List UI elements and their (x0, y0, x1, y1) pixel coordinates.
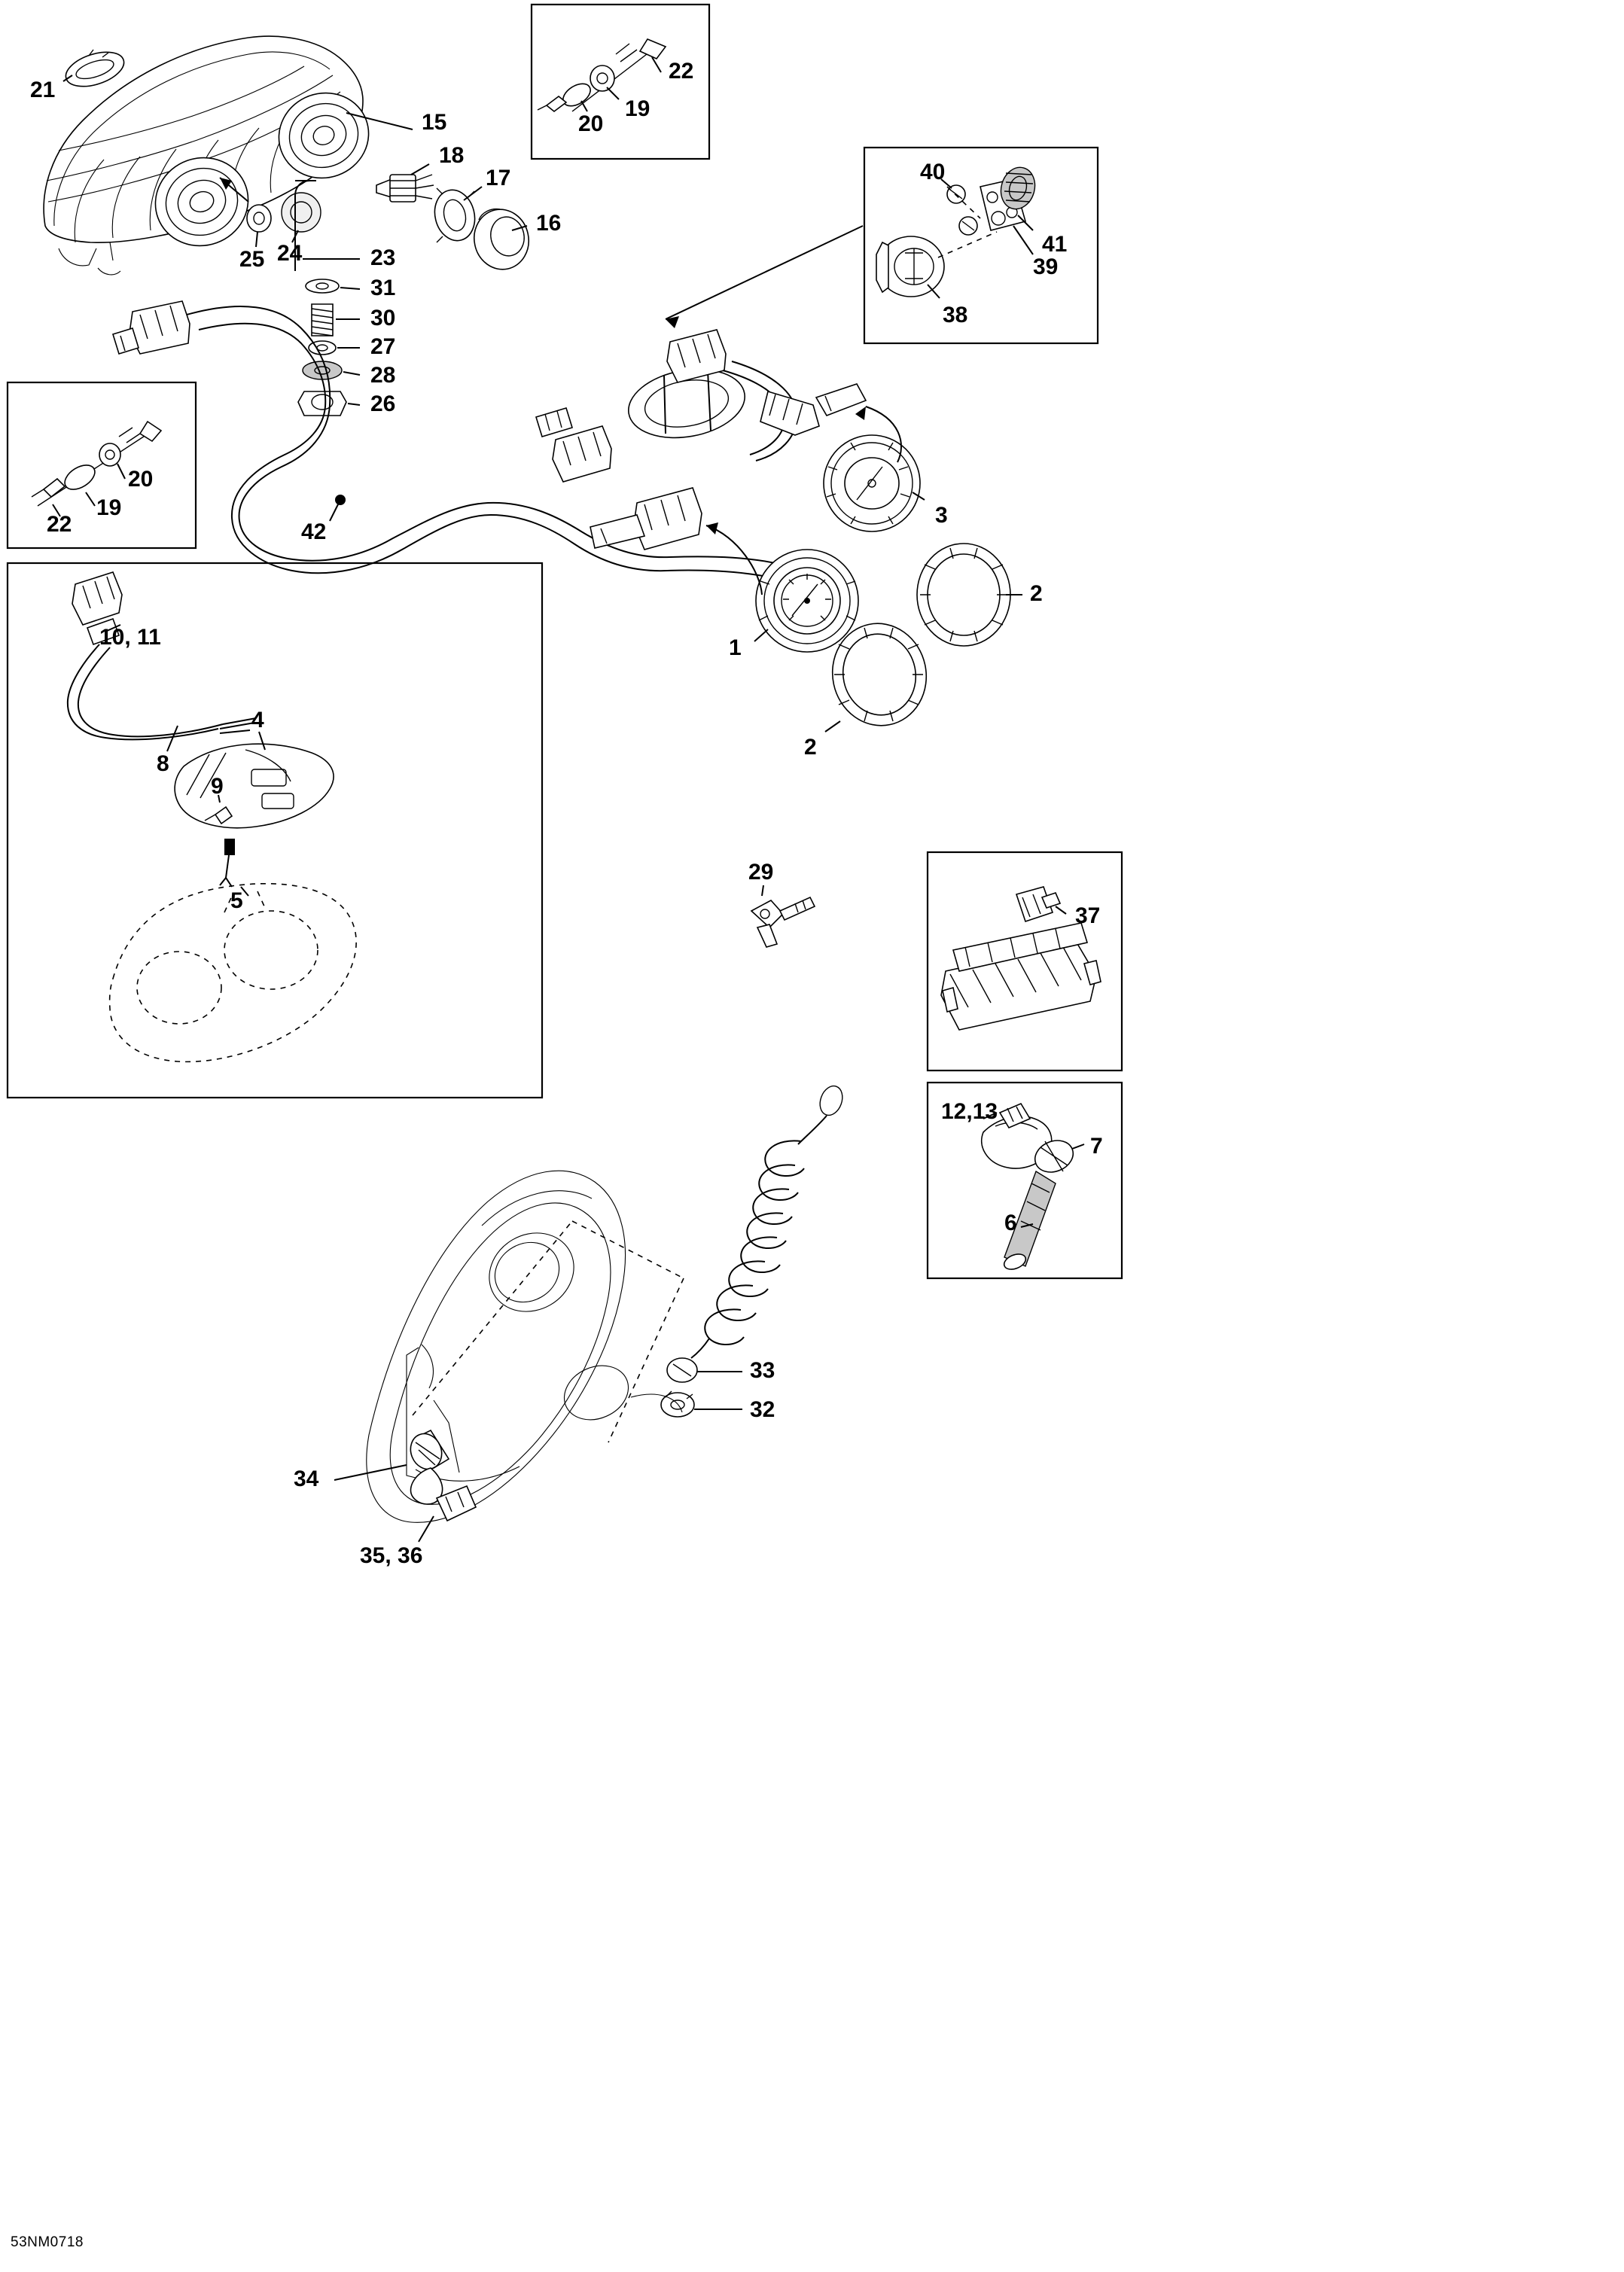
callout-10-11: 10, 11 (99, 625, 161, 650)
callout-31: 31 (370, 276, 396, 300)
callout-42: 42 (301, 519, 327, 544)
callout-17: 17 (486, 166, 511, 190)
part-42-wiring-harness (113, 301, 866, 581)
callout-15: 15 (422, 110, 447, 135)
callout-24: 24 (277, 241, 303, 266)
callout-18: 18 (439, 143, 465, 168)
console-assembly (334, 1171, 684, 1542)
callout-41: 41 (1042, 232, 1068, 257)
callout-29: 29 (748, 860, 774, 885)
callout-12-13: 12,13 (941, 1099, 998, 1124)
callout-19-left: 19 (96, 495, 122, 520)
inset-box-gauge-cluster (8, 563, 542, 1098)
callout-32: 32 (750, 1397, 775, 1422)
callout-22-left: 22 (47, 512, 72, 537)
callout-20-left: 20 (128, 467, 154, 492)
callout-6: 6 (1004, 1211, 1017, 1235)
callout-34: 34 (294, 1466, 319, 1491)
callout-22-top: 22 (669, 59, 694, 84)
part-1-gauge (754, 550, 858, 652)
leader-ignition-inset (666, 226, 863, 319)
callout-2-upper: 2 (1030, 581, 1043, 606)
callout-25: 25 (239, 247, 265, 272)
callout-9: 9 (211, 774, 224, 799)
part-3-gauge (824, 435, 925, 531)
callout-4: 4 (251, 708, 264, 732)
callout-26: 26 (370, 391, 396, 416)
part-29-key (751, 885, 815, 947)
callout-38: 38 (943, 303, 968, 327)
callout-1: 1 (729, 635, 742, 660)
drawing-code: 53NM0718 (11, 2234, 84, 2250)
inset-ignition-switch-parts (876, 160, 1040, 298)
part-16-socket (468, 204, 534, 274)
callout-30: 30 (370, 306, 396, 330)
callout-5: 5 (230, 888, 243, 913)
part-2-bezel-upper (917, 544, 1022, 646)
callout-23: 23 (370, 245, 396, 270)
callout-33: 33 (750, 1358, 775, 1383)
inset-dipstick-parts (982, 1104, 1084, 1272)
callout-16: 16 (536, 211, 562, 236)
inset-box-hardware-left (8, 382, 196, 548)
callout-39: 39 (1033, 254, 1059, 279)
callout-40: 40 (920, 160, 946, 184)
part-21-gasket (62, 46, 128, 93)
callout-3: 3 (935, 503, 948, 528)
part-18-bulb (376, 164, 434, 202)
callout-20-top: 20 (578, 111, 604, 136)
callout-21: 21 (30, 78, 56, 102)
callout-37: 37 (1075, 903, 1101, 928)
callout-2-lower: 2 (804, 735, 817, 760)
gauge-group (706, 407, 1022, 734)
callout-7: 7 (1090, 1134, 1103, 1159)
callout-35-36: 35, 36 (360, 1543, 423, 1568)
callout-27: 27 (370, 334, 396, 359)
callout-28: 28 (370, 363, 396, 388)
callout-19-top: 19 (625, 96, 651, 121)
callout-8: 8 (157, 751, 169, 776)
